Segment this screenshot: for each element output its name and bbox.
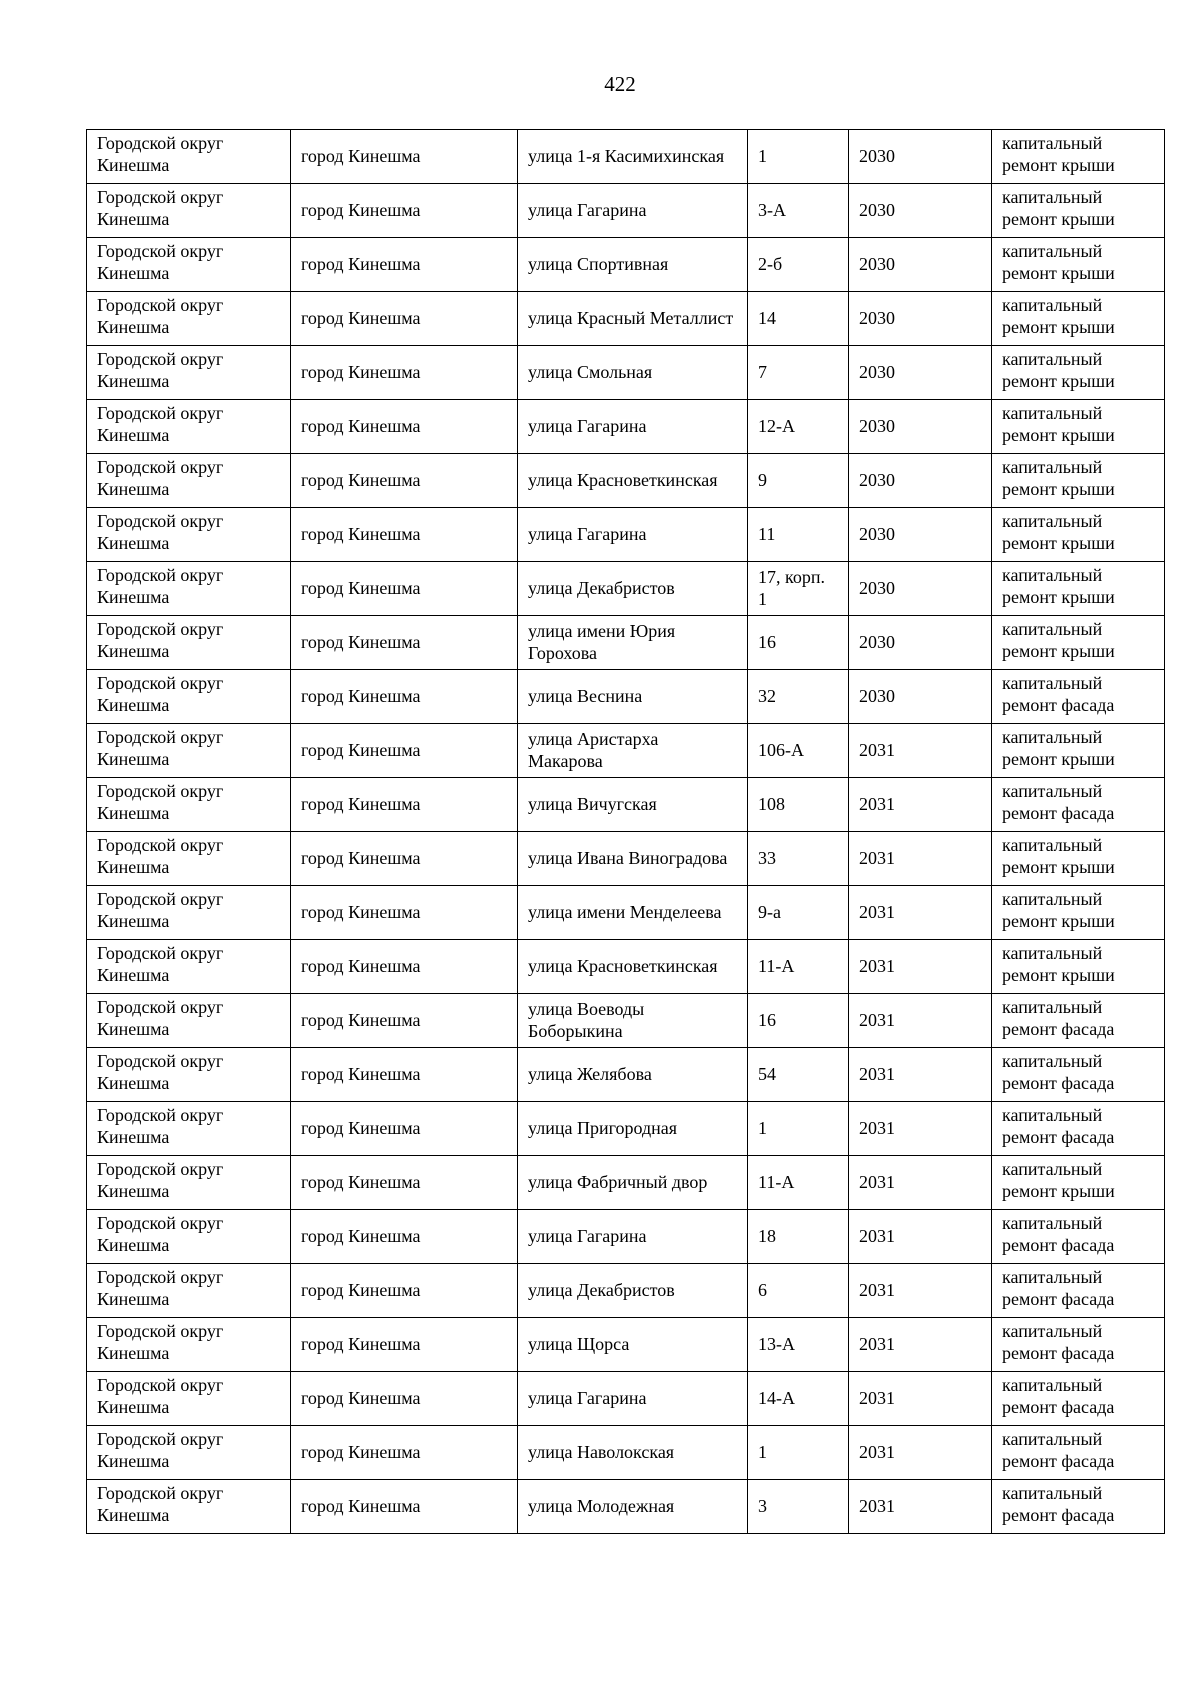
cell-house: 14-А (748, 1372, 849, 1426)
cell-work-type: капитальный ремонт фасада (992, 1210, 1165, 1264)
cell-work-type: капитальный ремонт фасада (992, 1318, 1165, 1372)
table-row (87, 670, 1165, 724)
cell-street: улица имени Менделеева (518, 886, 748, 940)
table-row (87, 130, 1165, 184)
cell-street: улица Гагарина (518, 1372, 748, 1426)
cell-street: улица Красноветкинская (518, 454, 748, 508)
cell-settlement: город Кинешма (291, 1048, 518, 1102)
cell-house: 11-А (748, 940, 849, 994)
cell-house: 11-А (748, 1156, 849, 1210)
cell-settlement: город Кинешма (291, 508, 518, 562)
cell-year: 2030 (849, 616, 992, 670)
cell-house: 17, корп. 1 (748, 562, 849, 616)
cell-work-type: капитальный ремонт крыши (992, 1156, 1165, 1210)
cell-work-type: капитальный ремонт крыши (992, 508, 1165, 562)
cell-district: Городской округ Кинешма (87, 1480, 291, 1534)
cell-house: 1 (748, 1426, 849, 1480)
cell-street: улица Декабристов (518, 562, 748, 616)
cell-street: улица Воеводы Боборыкина (518, 994, 748, 1048)
cell-district: Городской округ Кинешма (87, 346, 291, 400)
cell-work-type: капитальный ремонт крыши (992, 292, 1165, 346)
cell-house: 54 (748, 1048, 849, 1102)
table-row (87, 346, 1165, 400)
cell-house: 1 (748, 130, 849, 184)
cell-work-type: капитальный ремонт крыши (992, 724, 1165, 778)
cell-street: улица Ивана Виноградова (518, 832, 748, 886)
cell-work-type: капитальный ремонт крыши (992, 130, 1165, 184)
cell-district: Городской округ Кинешма (87, 238, 291, 292)
cell-settlement: город Кинешма (291, 238, 518, 292)
cell-year: 2031 (849, 724, 992, 778)
table-row (87, 454, 1165, 508)
cell-year: 2031 (849, 1210, 992, 1264)
table-row (87, 1048, 1165, 1102)
cell-house: 12-А (748, 400, 849, 454)
cell-house: 13-А (748, 1318, 849, 1372)
table-row (87, 940, 1165, 994)
cell-settlement: город Кинешма (291, 832, 518, 886)
table-row (87, 994, 1165, 1048)
cell-district: Городской округ Кинешма (87, 940, 291, 994)
table-body (87, 130, 1165, 1534)
cell-work-type: капитальный ремонт фасада (992, 1102, 1165, 1156)
cell-work-type: капитальный ремонт крыши (992, 886, 1165, 940)
cell-house: 32 (748, 670, 849, 724)
cell-district: Городской округ Кинешма (87, 616, 291, 670)
cell-district: Городской округ Кинешма (87, 1102, 291, 1156)
cell-district: Городской округ Кинешма (87, 994, 291, 1048)
cell-house: 1 (748, 1102, 849, 1156)
cell-house: 33 (748, 832, 849, 886)
cell-work-type: капитальный ремонт фасада (992, 994, 1165, 1048)
cell-settlement: город Кинешма (291, 1480, 518, 1534)
cell-settlement: город Кинешма (291, 994, 518, 1048)
cell-settlement: город Кинешма (291, 670, 518, 724)
cell-street: улица Щорса (518, 1318, 748, 1372)
cell-work-type: капитальный ремонт фасада (992, 1264, 1165, 1318)
cell-work-type: капитальный ремонт крыши (992, 454, 1165, 508)
table-row (87, 184, 1165, 238)
cell-street: улица Вичугская (518, 778, 748, 832)
cell-work-type: капитальный ремонт крыши (992, 616, 1165, 670)
table-row (87, 1318, 1165, 1372)
cell-house: 3 (748, 1480, 849, 1534)
cell-settlement: город Кинешма (291, 400, 518, 454)
cell-year: 2031 (849, 1048, 992, 1102)
cell-street: улица Спортивная (518, 238, 748, 292)
cell-street: улица Гагарина (518, 184, 748, 238)
cell-settlement: город Кинешма (291, 1318, 518, 1372)
cell-district: Городской округ Кинешма (87, 670, 291, 724)
cell-settlement: город Кинешма (291, 778, 518, 832)
cell-district: Городской округ Кинешма (87, 1156, 291, 1210)
cell-street: улица Фабричный двор (518, 1156, 748, 1210)
table-row (87, 616, 1165, 670)
table-row (87, 508, 1165, 562)
cell-house: 14 (748, 292, 849, 346)
cell-settlement: город Кинешма (291, 886, 518, 940)
cell-work-type: капитальный ремонт крыши (992, 184, 1165, 238)
table-row (87, 778, 1165, 832)
cell-house: 6 (748, 1264, 849, 1318)
cell-street: улица Смольная (518, 346, 748, 400)
table-row (87, 400, 1165, 454)
table-row (87, 292, 1165, 346)
cell-house: 11 (748, 508, 849, 562)
cell-street: улица Декабристов (518, 1264, 748, 1318)
cell-street: улица Красный Металлист (518, 292, 748, 346)
cell-street: улица Веснина (518, 670, 748, 724)
table-row (87, 886, 1165, 940)
cell-house: 2-б (748, 238, 849, 292)
cell-street: улица Гагарина (518, 1210, 748, 1264)
cell-year: 2030 (849, 670, 992, 724)
cell-district: Городской округ Кинешма (87, 1264, 291, 1318)
table-row (87, 1264, 1165, 1318)
cell-street: улица Аристарха Макарова (518, 724, 748, 778)
table-row (87, 1102, 1165, 1156)
cell-settlement: город Кинешма (291, 562, 518, 616)
cell-year: 2031 (849, 1264, 992, 1318)
cell-street: улица Красноветкинская (518, 940, 748, 994)
cell-settlement: город Кинешма (291, 1156, 518, 1210)
cell-district: Городской округ Кинешма (87, 562, 291, 616)
cell-settlement: город Кинешма (291, 1426, 518, 1480)
cell-work-type: капитальный ремонт фасада (992, 778, 1165, 832)
cell-work-type: капитальный ремонт крыши (992, 940, 1165, 994)
cell-year: 2031 (849, 1156, 992, 1210)
cell-street: улица имени Юрия Горохова (518, 616, 748, 670)
cell-house: 7 (748, 346, 849, 400)
table-row (87, 1480, 1165, 1534)
cell-settlement: город Кинешма (291, 724, 518, 778)
table-row (87, 1426, 1165, 1480)
cell-settlement: город Кинешма (291, 454, 518, 508)
cell-settlement: город Кинешма (291, 130, 518, 184)
housing-repair-table (86, 129, 1165, 1534)
cell-settlement: город Кинешма (291, 1264, 518, 1318)
cell-year: 2030 (849, 346, 992, 400)
cell-work-type: капитальный ремонт фасада (992, 1048, 1165, 1102)
cell-work-type: капитальный ремонт фасада (992, 1480, 1165, 1534)
cell-house: 16 (748, 994, 849, 1048)
table-row (87, 562, 1165, 616)
table-row (87, 724, 1165, 778)
cell-district: Городской округ Кинешма (87, 886, 291, 940)
cell-district: Городской округ Кинешма (87, 832, 291, 886)
cell-district: Городской округ Кинешма (87, 724, 291, 778)
cell-work-type: капитальный ремонт крыши (992, 238, 1165, 292)
cell-street: улица Гагарина (518, 400, 748, 454)
cell-year: 2030 (849, 130, 992, 184)
cell-year: 2030 (849, 562, 992, 616)
cell-year: 2030 (849, 238, 992, 292)
table-row (87, 1156, 1165, 1210)
cell-district: Городской округ Кинешма (87, 1372, 291, 1426)
cell-house: 9-а (748, 886, 849, 940)
cell-street: улица Желябова (518, 1048, 748, 1102)
cell-district: Городской округ Кинешма (87, 778, 291, 832)
cell-house: 9 (748, 454, 849, 508)
cell-street: улица Пригородная (518, 1102, 748, 1156)
cell-year: 2030 (849, 400, 992, 454)
cell-work-type: капитальный ремонт крыши (992, 832, 1165, 886)
cell-work-type: капитальный ремонт фасада (992, 670, 1165, 724)
cell-year: 2031 (849, 1318, 992, 1372)
cell-district: Городской округ Кинешма (87, 1048, 291, 1102)
cell-district: Городской округ Кинешма (87, 508, 291, 562)
cell-street: улица Наволокская (518, 1426, 748, 1480)
cell-street: улица 1-я Касимихинская (518, 130, 748, 184)
cell-district: Городской округ Кинешма (87, 1210, 291, 1264)
cell-year: 2031 (849, 1102, 992, 1156)
cell-district: Городской округ Кинешма (87, 184, 291, 238)
table-row (87, 1372, 1165, 1426)
cell-year: 2030 (849, 184, 992, 238)
cell-house: 18 (748, 1210, 849, 1264)
cell-work-type: капитальный ремонт крыши (992, 562, 1165, 616)
cell-work-type: капитальный ремонт крыши (992, 400, 1165, 454)
cell-year: 2031 (849, 778, 992, 832)
cell-house: 108 (748, 778, 849, 832)
cell-house: 16 (748, 616, 849, 670)
cell-settlement: город Кинешма (291, 292, 518, 346)
page-number: 422 (604, 72, 636, 96)
cell-year: 2031 (849, 1480, 992, 1534)
cell-year: 2031 (849, 1372, 992, 1426)
table-row (87, 238, 1165, 292)
cell-district: Городской округ Кинешма (87, 400, 291, 454)
cell-work-type: капитальный ремонт крыши (992, 346, 1165, 400)
cell-settlement: город Кинешма (291, 346, 518, 400)
cell-year: 2031 (849, 886, 992, 940)
cell-settlement: город Кинешма (291, 616, 518, 670)
cell-street: улица Гагарина (518, 508, 748, 562)
cell-district: Городской округ Кинешма (87, 292, 291, 346)
table-row (87, 1210, 1165, 1264)
table-row (87, 832, 1165, 886)
cell-district: Городской округ Кинешма (87, 130, 291, 184)
cell-year: 2031 (849, 1426, 992, 1480)
cell-settlement: город Кинешма (291, 1372, 518, 1426)
cell-year: 2030 (849, 292, 992, 346)
cell-district: Городской округ Кинешма (87, 1426, 291, 1480)
cell-house: 3-А (748, 184, 849, 238)
cell-street: улица Молодежная (518, 1480, 748, 1534)
cell-year: 2030 (849, 508, 992, 562)
cell-district: Городской округ Кинешма (87, 1318, 291, 1372)
cell-settlement: город Кинешма (291, 184, 518, 238)
cell-year: 2031 (849, 832, 992, 886)
cell-house: 106-А (748, 724, 849, 778)
cell-year: 2031 (849, 994, 992, 1048)
cell-settlement: город Кинешма (291, 1210, 518, 1264)
cell-settlement: город Кинешма (291, 940, 518, 994)
cell-settlement: город Кинешма (291, 1102, 518, 1156)
cell-work-type: капитальный ремонт фасада (992, 1372, 1165, 1426)
cell-year: 2030 (849, 454, 992, 508)
cell-district: Городской округ Кинешма (87, 454, 291, 508)
cell-year: 2031 (849, 940, 992, 994)
cell-work-type: капитальный ремонт фасада (992, 1426, 1165, 1480)
